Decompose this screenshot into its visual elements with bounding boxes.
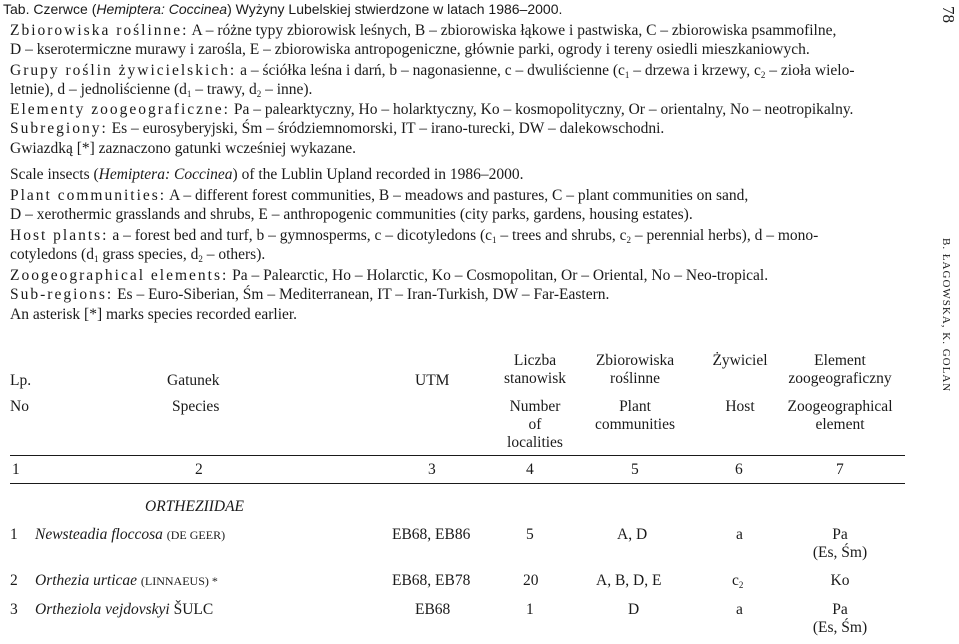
legend-pl-hosts-2: letnie), d – jednoliścienne ($d_1$ – trawy, $d_2$ – inne).: [10, 81, 313, 99]
header-species: Species: [172, 398, 220, 415]
row-1-communities: A, D: [617, 526, 648, 543]
row-2-element: Ko: [830, 572, 850, 589]
header-liczba: Liczba stanowisk: [504, 352, 566, 387]
colnum-3: 3: [428, 461, 436, 478]
row-1-host: a: [736, 526, 743, 543]
row-1-count: 5: [526, 526, 534, 543]
legend-en-title: Scale insects (Hemiptera: Coccinea) of the Lublin Upland recorded in 1986–2000.: [10, 166, 524, 183]
colnum-7: 7: [836, 461, 844, 478]
row-3-count: 1: [526, 601, 534, 618]
legend-en-hosts-2: cotyledons ($d_1$ grass species, $d_2$ – others).: [10, 246, 266, 264]
legend-en-hosts-1: Host plants: a – forest bed and turf, b – gymnosperms, c – dicotyledons ($c_1$ – trees and shrubs, $c_2$ – perennial herbs), d – mono-: [10, 227, 819, 245]
row-3-species: Ortheziola vejdovskyi ŠULC: [35, 601, 214, 618]
header-rule-bottom: [10, 483, 905, 484]
header-zbiorowiska: Zbiorowiska roślinne: [595, 352, 675, 387]
legend-en-elements: Zoogeographical elements: Pa – Palearctic, Ho – Holarctic, Ko – Cosmopolitan, Or – Oriental, No – Neo-tropical.: [10, 267, 769, 284]
family-name: ORTHEZIIDAE: [145, 498, 245, 515]
row-3-host: a: [736, 601, 743, 618]
row-2-host: $c_2$: [732, 572, 744, 590]
header-element: Element zoogeograficzny: [788, 352, 892, 387]
row-3-utm: EB68: [415, 601, 451, 618]
header-zoo: Zoogeographical element: [787, 398, 893, 433]
colnum-1: 1: [12, 461, 20, 478]
legend-en-communities-1: Plant communities: A – different forest communities, B – meadows and pastures, C – plant communities on sand,: [10, 187, 749, 204]
row-3-no: 3: [10, 601, 18, 618]
row-2-communities: A, B, D, E: [596, 572, 662, 589]
legend-pl-hosts-1: Grupy roślin żywicielskich: a – ściółka leśna i darń, b – nagonasienne, c – dwuliścienne ($c_1$ – drzewa i krzewy, $c_2$ – zioła wielo-: [10, 62, 855, 80]
row-2-species: Orthezia urticae (LINNAEUS) *: [35, 572, 218, 589]
legend-pl-subregions: Subregiony: Es – eurosyberyjski, Śm – śródziemnomorski, IT – irano-turecki, DW – dalekowschodni.: [10, 120, 665, 137]
legend-pl-elements: Elementy zoogeograficzne: Pa – palearktyczny, Ho – holarktyczny, Ko – kosmopolityczny, Or – orientalny, No – neotropikalny.: [10, 101, 854, 118]
header-number: Number of localities: [507, 398, 563, 451]
header-host: Host: [725, 398, 755, 415]
row-1-utm: EB68, EB86: [392, 526, 471, 543]
header-utm: UTM: [415, 372, 450, 389]
header-zywiciel: Żywiciel: [712, 352, 768, 369]
header-lp: Lp.: [10, 372, 32, 389]
colnum-2: 2: [195, 461, 203, 478]
header-gatunek: Gatunek: [167, 372, 220, 389]
row-3-element: Pa (Es, Śm): [812, 601, 868, 636]
row-1-no: 1: [10, 526, 18, 543]
colnum-4: 4: [526, 461, 534, 478]
header-plant: Plant communities: [594, 398, 676, 433]
legend-en-communities-2: D – xerothermic grasslands and shrubs, E – anthropogenic communities (city parks, gardens, housing estates).: [10, 206, 693, 223]
row-1-element: Pa (Es, Śm): [812, 526, 868, 561]
legend-en-asterisk: An asterisk [*] marks species recorded earlier.: [10, 306, 298, 323]
legend-pl-communities-2: D – kserotermiczne murawy i zarośla, E – zbiorowiska antropogeniczne, głównie parki, ogrody i tereny osiedli mieszkaniowych.: [10, 41, 810, 58]
row-1-species: Newsteadia floccosa (DE GEER): [35, 526, 226, 543]
running-head: B. ŁAGOWSKA, K. GOLAN: [940, 238, 952, 393]
colnum-5: 5: [631, 461, 639, 478]
row-2-no: 2: [10, 572, 18, 589]
header-no: No: [10, 398, 29, 415]
row-3-communities: D: [628, 601, 640, 618]
row-2-utm: EB68, EB78: [392, 572, 471, 589]
legend-pl-communities-1: Zbiorowiska roślinne: A – różne typy zbiorowisk leśnych, B – zbiorowiska łąkowe i pastwiska, C – zbiorowiska psammofilne,: [10, 22, 837, 39]
legend-en-subregions: Sub-regions: Es – Euro-Siberian, Śm – Mediterranean, IT – Iran-Turkish, DW – Far-Eastern.: [10, 286, 610, 303]
legend-pl-asterisk: Gwiazdką [*] zaznaczono gatunki wcześniej wykazane.: [10, 140, 356, 157]
header-rule-top: [10, 455, 905, 456]
row-2-count: 20: [523, 572, 539, 589]
table-title: Tab. Czerwce (Hemiptera: Coccinea) Wyżyny Lubelskiej stwierdzone w latach 1986–2000.: [3, 1, 563, 17]
colnum-6: 6: [735, 461, 743, 478]
page-number: 78: [939, 6, 958, 23]
